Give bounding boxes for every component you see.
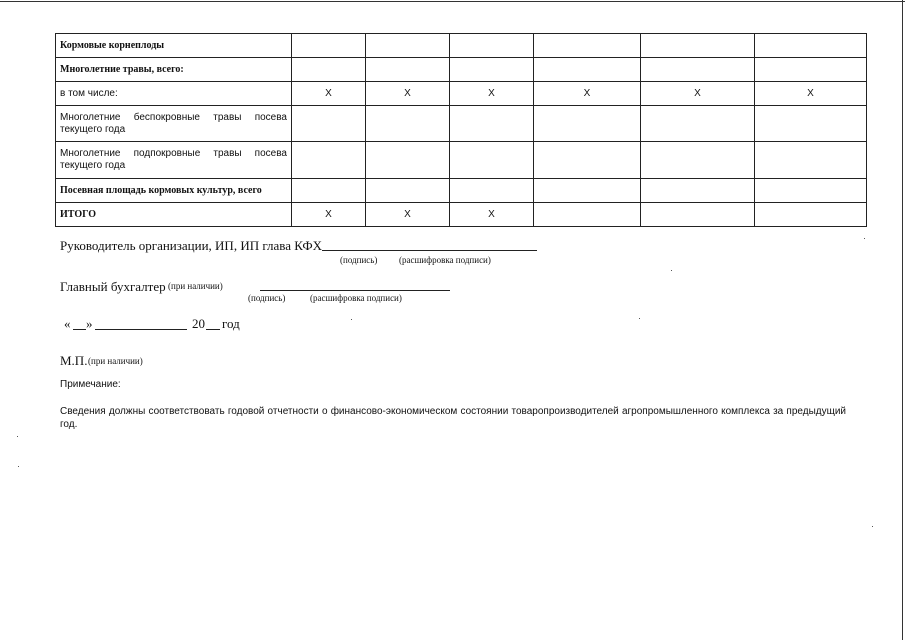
table-cell-x-mark: X	[292, 82, 366, 106]
table-row	[56, 58, 867, 82]
accountant-decoding-hint: (расшифровка подписи)	[310, 293, 402, 303]
table-row	[56, 203, 867, 227]
table-cell	[450, 142, 534, 179]
accountant-signature-line[interactable]	[260, 290, 450, 291]
table-cell	[450, 106, 534, 142]
table-cell-x-mark: X	[366, 82, 450, 106]
table-cell	[366, 179, 450, 203]
table-cell	[292, 179, 366, 203]
table-cell-x-mark: X	[366, 203, 450, 227]
head-decoding-hint: (расшифровка подписи)	[399, 255, 491, 265]
crop-area-table	[55, 33, 867, 227]
table-row	[56, 34, 867, 58]
scan-speck	[351, 319, 352, 320]
scan-speck	[671, 270, 672, 271]
head-signature-hint: (подпись)	[340, 255, 378, 265]
table-cell-x-mark: X	[755, 82, 867, 106]
table-cell	[450, 34, 534, 58]
table-cell	[755, 142, 867, 179]
date-open-quote: «	[64, 316, 71, 331]
date-day-field[interactable]	[73, 329, 86, 330]
scan-speck	[17, 436, 18, 437]
table-cell	[534, 106, 641, 142]
date-month-field[interactable]	[95, 329, 187, 330]
table-cell	[641, 58, 755, 82]
row-label-including: в том числе:	[56, 82, 292, 106]
page-border-top	[0, 1, 905, 2]
row-label-undersown-grasses: Многолетние подпокровные травы посева текущего года	[56, 142, 292, 179]
note-title: Примечание:	[60, 379, 121, 390]
table-cell	[755, 203, 867, 227]
table-cell	[534, 142, 641, 179]
table-cell-x-mark: X	[292, 203, 366, 227]
date-century: 20	[192, 316, 205, 331]
note-text: Сведения должны соответствовать годовой отчетности о финансово-экономическом состоянии товаропроизводителей агропромышленного комплекса за предыдущий год.	[60, 406, 846, 430]
scan-speck	[864, 238, 865, 239]
row-label-perennial-grasses: Многолетние травы, всего:	[56, 58, 292, 82]
page-border-right	[902, 0, 903, 640]
table-cell	[641, 106, 755, 142]
accountant-signature-hint: (подпись)	[248, 293, 286, 303]
table-cell	[292, 58, 366, 82]
accountant-note: (при наличии)	[168, 281, 223, 291]
table-cell	[366, 142, 450, 179]
head-signature-line[interactable]	[322, 250, 537, 251]
table-cell	[366, 58, 450, 82]
table-cell	[755, 179, 867, 203]
table-row	[56, 179, 867, 203]
date-year-field[interactable]	[206, 329, 220, 330]
scan-speck	[639, 318, 640, 319]
table-cell	[292, 142, 366, 179]
table-row	[56, 142, 867, 179]
scan-speck	[872, 526, 873, 527]
table-cell	[292, 106, 366, 142]
table-cell-x-mark: X	[641, 82, 755, 106]
table-cell	[366, 34, 450, 58]
row-label-fodder-roots: Кормовые корнеплоды	[56, 34, 292, 58]
table-cell	[450, 58, 534, 82]
date-year-suffix: год	[222, 316, 240, 331]
table-cell	[641, 142, 755, 179]
table-cell	[534, 58, 641, 82]
table-cell-x-mark: X	[450, 203, 534, 227]
head-signature-label: Руководитель организации, ИП, ИП глава КФХ	[60, 238, 323, 253]
table-cell	[534, 179, 641, 203]
row-label-forage-area-total: Посевная площадь кормовых культур, всего	[56, 179, 292, 203]
row-label-grand-total: ИТОГО	[56, 203, 292, 227]
stamp-label: М.П.	[60, 353, 88, 368]
scan-speck	[18, 466, 19, 467]
stamp-note: (при наличии)	[88, 356, 143, 366]
table-cell-x-mark: X	[534, 82, 641, 106]
table-cell	[641, 34, 755, 58]
table-cell	[366, 106, 450, 142]
row-label-uncovered-grasses: Многолетние беспокровные травы посева текущего года	[56, 106, 292, 142]
table-cell	[534, 203, 641, 227]
date-close-quote: »	[86, 316, 93, 331]
table-row	[56, 82, 867, 106]
table-cell	[755, 34, 867, 58]
table-cell	[755, 106, 867, 142]
accountant-signature-label: Главный бухгалтер	[60, 279, 166, 294]
table-cell	[755, 58, 867, 82]
table-cell-x-mark: X	[450, 82, 534, 106]
table-cell	[534, 34, 641, 58]
table-cell	[641, 203, 755, 227]
table-row	[56, 106, 867, 142]
table-cell	[641, 179, 755, 203]
table-cell	[450, 179, 534, 203]
table-cell	[292, 34, 366, 58]
